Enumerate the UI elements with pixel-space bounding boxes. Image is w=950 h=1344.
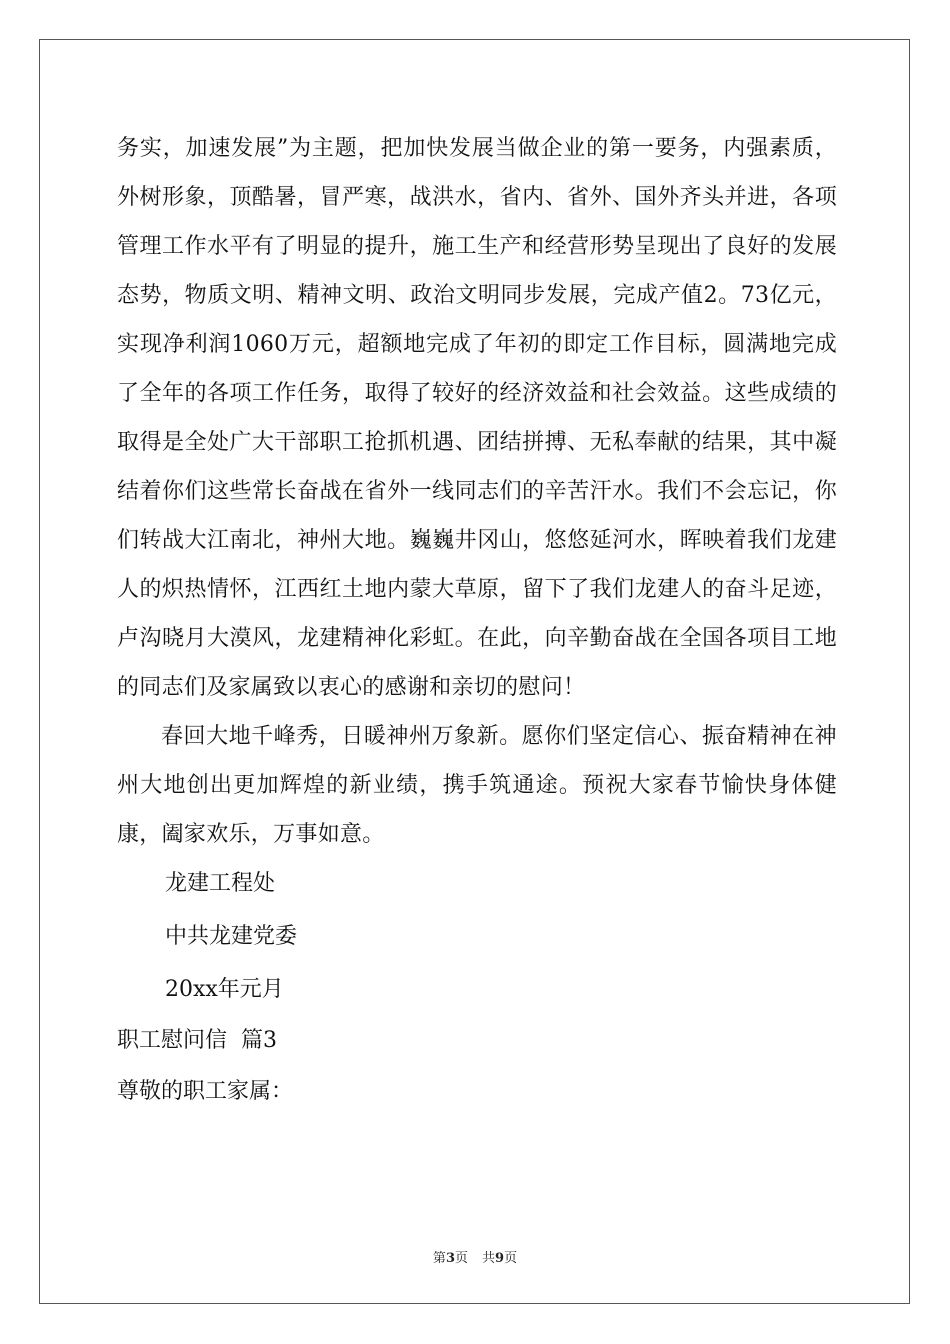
page-footer <box>0 1247 950 1266</box>
signature-org-1: 龙建工程处 <box>165 871 276 896</box>
document-body <box>117 124 837 1116</box>
section-heading: 职工慰问信 篇3 <box>117 1028 277 1053</box>
page-unit: 页 <box>454 1251 468 1266</box>
page-label: 第 <box>432 1251 446 1266</box>
page-number: 3 <box>445 1251 455 1266</box>
total-label: 共 <box>482 1251 496 1266</box>
body-paragraph-2: 春回大地千峰秀，日暖神州万象新。愿你们坚定信心、振奋精神在神州大地创出更加辉煌的新业绩，携手筑通途。预祝大家春节愉快身体健康，阖家欢乐，万事如意。 <box>117 724 837 847</box>
signature-org-2: 中共龙建党委 <box>165 924 298 949</box>
total-unit: 页 <box>504 1251 518 1266</box>
signature-date: 20xx年元月 <box>165 977 284 1002</box>
total-pages: 9 <box>495 1251 505 1266</box>
salutation: 尊敬的职工家属： <box>117 1079 294 1104</box>
body-paragraph-1: 务实，加速发展”为主题，把加快发展当做企业的第一要务，内强素质，外树形象，顶酷暑，冒严寒，战洪水，省内、省外、国外齐头并进，各项管理工作水平有了明显的提升，施工生产和经营形势呈现出了良好的发展态势，物质文明、精神文明、政治文明同步发展，完成产值2。73亿元，实现净利润1060万元，超额地完成了年初的即定工作目标，圆满地完成了全年的各项工作任务，取得了较好的经济效益和社会效益。这些成绩的取得是全处广大干部职工抢抓机遇、团结拼搏、无私奉献的结果，其中凝结着你们这些常长奋战在省外一线同志们的辛苦汗水。我们不会忘记，你们转战大江南北，神州大地。巍巍井冈山，悠悠延河水，晖映着我们龙建人的炽热情怀，江西红土地内蒙大草原，留下了我们龙建人的奋斗足迹，卢沟晓月大漠风，龙建精神化彩虹。在此，向辛勤奋战在全国各项目工地的同志们及家属致以衷心的感谢和亲切的慰问！ <box>117 136 837 700</box>
